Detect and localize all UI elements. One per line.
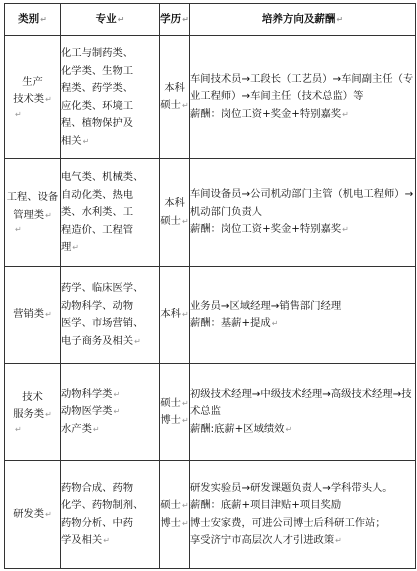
career-path-text: 研发实验员→研发课题负责人→学科带头人。: [190, 481, 393, 494]
benefit-text: 博士安家费，可进公司博士后科研工作站；: [190, 516, 386, 529]
career-cell: [190, 36, 416, 159]
major-text: 程类、药学类、: [61, 82, 134, 94]
major-text: 化学类、生物工: [61, 64, 134, 77]
major-text: 动物医学类: [61, 405, 113, 418]
category-text: 技术类: [13, 93, 45, 105]
table-row: [5, 36, 416, 159]
major-text: 理: [61, 241, 72, 254]
salary-text: 薪酬：岗位工资+奖金+特别嘉奖: [190, 107, 342, 120]
category-text: 管理类: [13, 208, 45, 221]
table-row: [5, 159, 416, 267]
degree-text: 硕士: [160, 396, 181, 409]
major-text: 学及相关: [61, 534, 103, 546]
benefit-text: 享受济宁市高层次人才引进政策: [190, 534, 335, 546]
header-category: 类别 ↵: [5, 4, 61, 36]
career-cell: [190, 364, 416, 461]
category-text: 技术: [22, 390, 43, 403]
major-text: 药物分析、中药: [61, 516, 134, 529]
career-path-text: 业务员→区域经理→销售部门经理: [190, 299, 342, 312]
career-cell: [190, 159, 416, 267]
degree-text: 硕士: [160, 499, 181, 511]
category-text: 工程、设备: [6, 191, 59, 203]
major-text: 水产类: [61, 422, 92, 435]
major-cell: [61, 36, 160, 159]
major-text: 程造价、工程管: [61, 223, 134, 236]
major-text: 化学、药物制剂、: [61, 499, 144, 511]
degree-text: 硕士: [160, 99, 181, 111]
degree-cell: [160, 267, 190, 364]
recruitment-table: [4, 3, 416, 569]
major-text: 化工与制药类、: [61, 47, 134, 59]
table-row: [5, 461, 416, 569]
major-text: 程、植物保护及: [61, 117, 134, 129]
header-row: [5, 4, 416, 36]
major-text: 药学、临床医学、: [61, 282, 144, 294]
major-text: 医学、市场营销、: [61, 317, 144, 329]
category-cell: [5, 159, 61, 267]
degree-text: 本科: [160, 308, 181, 321]
career-path-text: 车间设备员→公司机动部门主管（机电工程师）→机动部门负责人: [190, 188, 414, 218]
category-text: 营销类: [13, 308, 45, 321]
salary-text: 薪酬：基薪+提成: [190, 317, 271, 329]
major-text: 自动化类、热电: [61, 188, 134, 201]
major-text: 电子商务及相关: [61, 334, 134, 347]
salary-text: 薪酬:底薪+区域绩效: [190, 422, 285, 435]
category-cell: [5, 36, 61, 159]
major-text: 类、水利类、工: [61, 206, 134, 219]
degree-cell: [160, 364, 190, 461]
degree-text: 硕士: [160, 214, 181, 227]
category-cell: [5, 267, 61, 364]
major-text: 电气类、机械类、: [61, 171, 144, 184]
degree-text: 博士: [160, 414, 181, 426]
category-text: 服务类: [13, 408, 45, 420]
degree-cell: [160, 36, 190, 159]
career-path-text: 初级技术经理→中级技术经理→高级技术经理→技术总监: [190, 387, 412, 418]
degree-cell: [160, 159, 190, 267]
category-text: 生产: [22, 75, 43, 88]
major-text: 应化类、环境工: [61, 99, 134, 112]
salary-text: 薪酬：岗位工资+奖金+特别嘉奖: [190, 223, 342, 236]
major-text: 动物科学、动物: [61, 299, 134, 312]
career-cell: [190, 461, 416, 569]
degree-text: 博士: [160, 516, 181, 529]
category-cell: [5, 461, 61, 569]
major-text: 相关: [61, 134, 82, 147]
category-text: 研发类: [13, 507, 45, 520]
category-cell: [5, 364, 61, 461]
table-row: [5, 267, 416, 364]
major-cell: [61, 461, 160, 569]
salary-text: 薪酬：底薪+项目津贴+项目奖励: [190, 499, 342, 511]
career-path-text: 车间技术员→工段长（工艺员）→车间副主任（专业工程师）→车间主任（技术总监）等: [190, 72, 414, 103]
degree-cell: [160, 461, 190, 569]
table-row: [5, 364, 416, 461]
major-cell: [61, 364, 160, 461]
degree-text: 本科: [164, 197, 185, 209]
degree-text: 本科: [164, 81, 185, 94]
career-cell: [190, 267, 416, 364]
header-degree: 学历 ↵: [160, 4, 190, 36]
major-text: 动物科学类: [61, 387, 113, 400]
major-cell: [61, 267, 160, 364]
major-text: 药物合成、药物: [61, 481, 134, 494]
major-cell: [61, 159, 160, 267]
header-major: 专业 ↵: [61, 4, 160, 36]
header-career: 培养方向及薪酬 ↵: [190, 4, 416, 36]
